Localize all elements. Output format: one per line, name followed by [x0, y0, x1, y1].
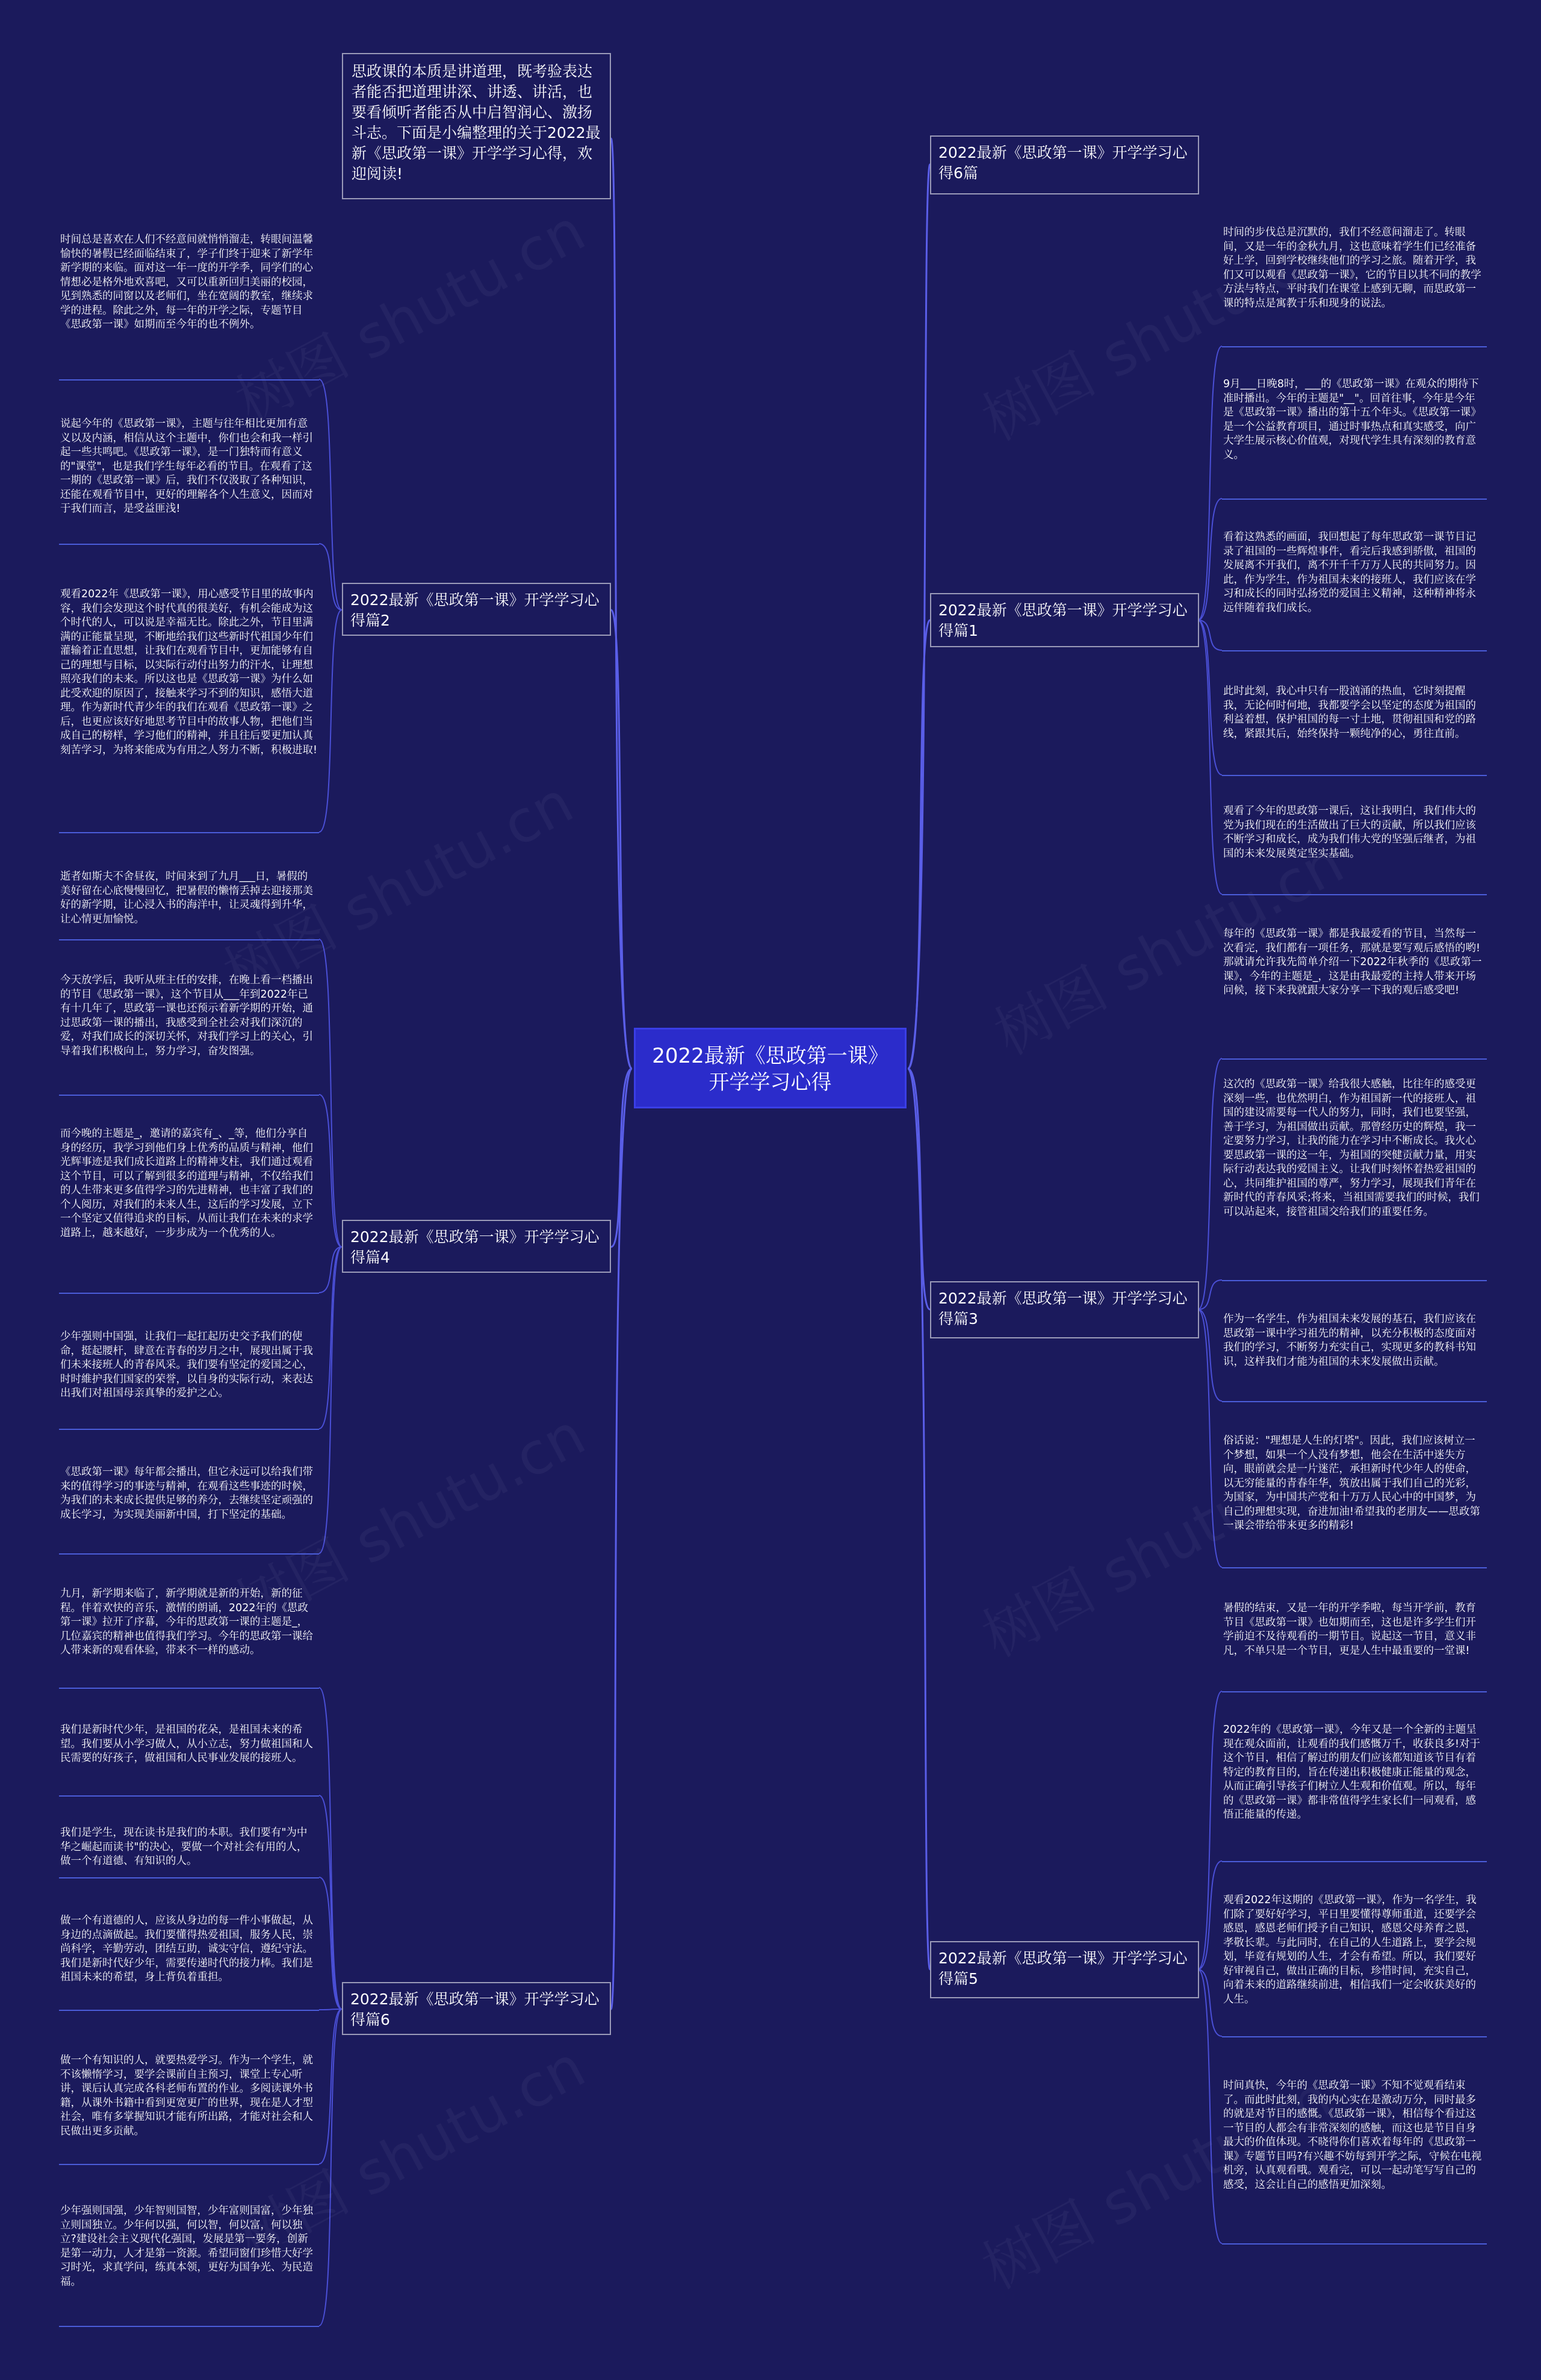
link-p4-l4 — [319, 939, 342, 1247]
leaf-note[interactable]: 我们是新时代少年，是祖国的花朵，是祖国未来的希望。我们要从小学习做人，从小立志，努力做祖国和人民需要的好孩子，做祖国和人民事业发展的接班人。 — [59, 1723, 319, 1797]
link-p6-l14 — [319, 2009, 342, 2326]
leaf-note[interactable]: 《思政第一课》每年都会播出，但它永远可以给我们带来的值得学习的事迹与精神，在观看这些事迹的时候，为我们的未来成长提供足够的养分，去继续坚定顽强的成长学习，为实现美丽新中国，打下坚定的基础。 — [59, 1465, 319, 1555]
link-p5-r12 — [1198, 1969, 1222, 2036]
link-center-p2 — [611, 610, 632, 1069]
leaf-note[interactable]: 观看2022年这期的《思政第一课》，作为一名学生，我们除了要好好学习，平日里要懂得尊师重道，还要学会感恩，感恩老师们授予自己知识，感恩父母养育之恩，孝敬长辈。与此同时，在自己的人生道路上，要学会规划，毕竟有规划的人生，才会有希望。所以，我们要好好审视自己，做出正确的目标，珍惜时间，充实自己，向着未来的道路继续前进，相信我们一定会收获美好的人生。 — [1222, 1894, 1487, 2037]
leaf-note[interactable]: 9月___日晚8时，___的《思政第一课》在观众的期待下准时播出。今年的主题是"__"。回首往事，今年是今年是《思政第一课》播出的第十五个年头。《思政第一课》是一个公益教育项目，通过时事热点和真实感受，向广大学生展示核心价值观，对现代学生具有深刻的教育意义。 — [1222, 378, 1487, 500]
branch-label: 2022最新《思政第一课》开学学习心得篇4 — [350, 1228, 600, 1266]
link-p3-r8 — [1198, 1310, 1222, 1401]
leaf-note[interactable]: 九月，新学期来临了，新学期就是新的开始，新的征程。伴着欢快的音乐，激情的朗诵，2022年的《思政第一课》拉开了序幕，今年的思政第一课的主题是_，几位嘉宾的精神也值得我们学习。今年的思政第一课给人带来新的观看体验，带来不一样的感动。 — [59, 1587, 319, 1689]
branch-part4[interactable] — [342, 1220, 611, 1273]
branch-label: 2022最新《思政第一课》开学学习心得篇5 — [938, 1950, 1188, 1987]
intro-box[interactable] — [342, 53, 611, 199]
branch-label: 2022最新《思政第一课》开学学习心得篇3 — [938, 1290, 1188, 1328]
leaf-note[interactable]: 作为一名学生，作为祖国未来发展的基石，我们应该在思政第一课中学习祖先的精神，以充分积极的态度面对我们的学习，不断努力充实自己，实现更多的教科书知识，这样我们才能为祖国的未来发展做出贡献。 — [1222, 1313, 1487, 1402]
leaf-note[interactable]: 2022年的《思政第一课》，今年又是一个全新的主题呈现在观众面前，让观看的我们感慨万千，收获良多!对于这个节目，相信了解过的朋友们应该都知道该节目有着特定的教育目的，旨在传递出积极健康正能量的观念，从而正确引导孩子们树立人生观和价值观。所以，每年的《思政第一课》都非常值得学生家长们一同观看，感悟正能量的传递。 — [1222, 1723, 1487, 1862]
leaf-note[interactable]: 做一个有道德的人，应该从身边的每一件小事做起，从身边的点滴做起。我们要懂得热爱祖国，服务人民，崇尚科学，辛勤劳动，团结互助，诚实守信，遵纪守法。我们是新时代好少年，需要传递时代的接力棒。我们是祖国未来的希望，身上背负着重担。 — [59, 1914, 319, 2011]
link-p1-r2 — [1198, 499, 1222, 620]
branch-part6[interactable] — [342, 1982, 611, 2035]
leaf-note[interactable]: 此时此刻，我心中只有一股汹涌的热血，它时刻提醒我，无论何时何地，我都要学会以坚定的态度为祖国的利益着想，保护祖国的每一寸土地，贯彻祖国和党的路线，紧跟其后，始终保持一颗纯净的心，勇往直前。 — [1222, 685, 1487, 776]
branch-part5[interactable] — [930, 1941, 1199, 1998]
branch-label: 2022最新《思政第一课》开学学习心得篇6 — [350, 1990, 600, 2028]
leaf-note[interactable]: 今天放学后，我听从班主任的安排，在晚上看一档播出的节目《思政第一课》，这个节目从___年到2022年已有十几年了，思政第一课也还预示着新学期的开始，通过思政第一课的播出，我感受到全社会对我们深沉的爱，对我们成长的深切关怀，对我们学习上的关心，引导着我们积极向上，努力学习，奋发图强。 — [59, 974, 319, 1096]
intro-text: 思政课的本质是讲道理，既考验表达者能否把道理讲深、讲透、讲活，也要看倾听者能否从中启智润心、激扬斗志。下面是小编整理的关于2022最新《思政第一课》开学学习心得，欢迎阅读! — [352, 63, 601, 182]
leaf-note[interactable]: 观看了今年的思政第一课后，这让我明白，我们伟大的党为我们现在的生活做出了巨大的贡献，所以我们应该不断学习和成长，成为我们伟大党的坚强后继者，为祖国的未来发展奠定坚实基础。 — [1222, 804, 1487, 895]
leaf-note[interactable]: 时间总是喜欢在人们不经意间就悄悄溜走，转眼间温馨愉快的暑假已经面临结束了，学子们终于迎来了新学年新学期的来临。面对这一年一度的开学季，同学们的心情想必是格外地欢喜吧，又可以重新回归美丽的校园，见到熟悉的同窗以及老师们，坐在宽阔的教室，继续求学的进程。除此之外，每一年的开学之际，专题节目《思政第一课》如期而至今年的也不例外。 — [59, 233, 319, 381]
center-topic[interactable] — [634, 1028, 907, 1108]
link-p6-l13 — [319, 2009, 342, 2164]
link-center-p6 — [611, 1069, 632, 2009]
leaf-note[interactable]: 看着这熟悉的画面，我回想起了每年思政第一课节目记录了祖国的一些辉煌事件，看完后我感到骄傲，祖国的发展离不开我们，离不开千千万万人民的共同努力。因此，作为学生，作为祖国未来的接班人，我们应该在学习和成长的同时弘扬党的爱国主义精神，这种精神将永远伴随着我们成长。 — [1222, 530, 1487, 651]
link-p1-r5 — [1198, 620, 1222, 894]
link-p4-l5 — [319, 1095, 342, 1247]
leaf-note[interactable]: 观看2022年《思政第一课》，用心感受节目里的故事内容，我们会发现这个时代真的很美好，有机会能成为这个时代的人，可以说是幸福无比。除此之外，节目里满满的正能量呈现，不断地给我们这些新时代祖国少年们灌输着正直思想，让我们在观看节目中，更加能够有自己的理想与目标，以实际行动付出努力的汗水，让理想照亮我们的未来。所以这也是《思政第一课》为什么如此受欢迎的原因了，接触来学习不到的知识，感悟大道理。作为新时代青少年的我们在观看《思政第一课》之后，也更应该好好地思考节目中的故事人物，把他们当成自己的榜样，学习他们的精神，并且往后要更加认真刻苦学习，为将来能成为有用之人努力不断，积极进取! — [59, 588, 319, 833]
branch-part3[interactable] — [930, 1281, 1199, 1338]
leaf-note[interactable]: 说起今年的《思政第一课》，主题与往年相比更加有意义以及内涵，相信从这个主题中，你们也会和我一样引起一些共鸣吧。《思政第一课》，是一门独特而有意义的"课堂"，也是我们学生每年必看的节目。在观看了这一期的《思政第一课》后，我们不仅汲取了各种知识，还能在观看节目中，更好的理解各个人生意义，因而对于我们而言，是受益匪浅! — [59, 417, 319, 545]
link-p5-r10 — [1198, 1691, 1222, 1969]
leaf-note[interactable]: 俗话说："理想是人生的灯塔"。因此，我们应该树立一个梦想，如果一个人没有梦想，他会在生活中迷失方向，眼前就会是一片迷茫，承担新时代少年人的使命，以无穷能量的青春年华，筑放出属于我们自己的光彩，为国家，为中国共产党和十万万人民心中的中国梦，为自己的理想实现，奋进加油!希望我的老朋友——思政第一课会带给带来更多的精彩! — [1222, 1434, 1487, 1568]
link-p6-l9 — [319, 1688, 342, 2009]
center-topic-label: 2022最新《思政第一课》开学学习心得 — [652, 1044, 888, 1095]
leaf-note[interactable]: 我们是学生，现在读书是我们的本职。我们要有"为中华之崛起而读书"的决心，要做一个对社会有用的人，做一个有道德、有知识的人。 — [59, 1826, 319, 1878]
leaf-note[interactable]: 这次的《思政第一课》给我很大感触，比往年的感受更深刻一些，也优然明白，作为祖国新一代的接班人，祖国的建设需要每一代人的努力，同时，我们也要坚强，善于学习，为祖国做出贡献。那曾经历史的辉煌，我一定要努力学习，让我的能力在学习中不断成长。我火心要思政第一课的这一年，为祖国的突健贡献力量，用实际行动表达我的爱国主义。让我们时刻怀着热爱祖国的心，共同维护祖国的尊严，努力学习，展现我们青年在新时代的青春风采;将来，当祖国需要我们的时候，我们可以站起来，接管祖国交给我们的重要任务。 — [1222, 1078, 1487, 1281]
leaf-note[interactable]: 时间真快，今年的《思政第一课》不知不觉观看结束了。而此时此刻，我的内心实在是激动万分，同时最多的就是对节目的感慨。《思政第一课》，相信每个看过这一节目的人都会有非常深刻的感触，而这也是节目自身最大的价值体现。不晓得你们喜欢着每年的《思政第一课》专题节目吗?有兴趣不妨每到开学之际，守候在电视机旁，认真观看哦。观看完，可以一起动笔写写自己的感受，这会让自己的感悟更加深刻。 — [1222, 2079, 1487, 2245]
branch-six-parts[interactable] — [930, 135, 1199, 194]
leaf-note[interactable]: 时间的步伐总是沉默的，我们不经意间溜走了。转眼间，又是一年的金秋九月，这也意味着学生们已经准备好上学，回到学校继续他们的学习之旅。随着开学，我们又可以观看《思政第一课》，它的节目以其不同的教学方法与特点，平时我们在课堂上感到无聊，而思政第一课的特点是寓教于乐和现身的说法。 — [1222, 226, 1487, 347]
branch-part1[interactable] — [930, 593, 1199, 647]
branch-label: 2022最新《思政第一课》开学学习心得6篇 — [938, 144, 1188, 182]
link-p5-r13 — [1198, 1969, 1222, 2243]
leaf-note[interactable]: 每年的《思政第一课》都是我最爱看的节目，当然每一次看完，我们都有一项任务，那就是要写观后感悟的哟!那就请允许我先简单介绍一下2022年秋季的《思政第一课》，今年的主题是_，这是由我最爱的主持人带来开场问候，接下来我就跟大家分享一下我的观后感受吧! — [1222, 927, 1487, 1060]
link-p6-l12 — [319, 2009, 342, 2010]
link-p3-r6 — [1198, 1058, 1222, 1310]
leaf-note[interactable]: 而今晚的主题是_，邀请的嘉宾有_、_等，他们分享自身的经历，我学习到他们身上优秀的品质与精神，他们光辉事迹是我们成长道路上的精神支柱，我们通过观看这个节目，可以了解到很多的道理与精神，不仅给我们的人生带来更多值得学习的先进精神，也丰富了我们的个人阅历，对我们的未来人生，这后的学习发展，立下一个坚定又值得追求的目标，从而让我们在未来的求学道路上，越来越好，一步步成为一个优秀的人。 — [59, 1127, 319, 1294]
link-p2-l3 — [319, 610, 342, 832]
leaf-note[interactable]: 少年强则国强，少年智则国智，少年富则国富，少年独立则国独立。少年何以强，何以智，何以富，何以独立?建设社会主义现代化强国，发展是第一要务，创新是第一动力，人才是第一资源。希望同窗们珍惜大好学习时光，求真学问，练真本领，更好为国争光、为民造福。 — [59, 2204, 319, 2327]
branch-label: 2022最新《思政第一课》开学学习心得篇1 — [938, 601, 1188, 639]
link-p5-r11 — [1198, 1861, 1222, 1969]
leaf-note[interactable]: 做一个有知识的人，就要热爱学习。作为一个学生，就不该懒惰学习，要学会课前自主预习，课堂上专心听讲，课后认真完成各科老师布置的作业。多阅读课外书籍，从课外书籍中看到更宽更广的世界，现在是人才型社会，唯有多掌握知识才能有所出路，才能对社会和人民做出更多贡献。 — [59, 2054, 319, 2165]
link-p1-r1 — [1198, 346, 1222, 620]
branch-part2[interactable] — [342, 583, 611, 636]
link-p4-l8 — [319, 1247, 342, 1553]
leaf-note[interactable]: 少年强则中国强，让我们一起扛起历史交予我们的使命，挺起腰杆，肆意在青春的岁月之中，展现出属于我们未来接班人的青春风采。我们要有坚定的爱国之心，时时維护我们国家的荣誉，以自身的实际行动，来表达出我们对祖国母亲真挚的爱护之心。 — [59, 1330, 319, 1430]
leaf-note[interactable]: 暑假的结束，又是一年的开学季啦，每当开学前，教育节目《思政第一课》也如期而至，这也是许多学生们开学前迫不及待观看的一期节目。说起这一节目，意义非凡，不单只是一个节目，更是人生中最重要的一堂课! — [1222, 1602, 1487, 1692]
leaf-note[interactable]: 逝者如斯夫不舍昼夜，时间来到了九月___日，暑假的美好留在心底慢慢回忆，把暑假的懒惰丢掉去迎接那美好的新学期，让心浸入书的海洋中，让灵魂得到升华，让心情更加愉悦。 — [59, 870, 319, 940]
branch-label: 2022最新《思政第一课》开学学习心得篇2 — [350, 591, 600, 629]
link-center-p1 — [908, 620, 930, 1069]
link-center-p5 — [908, 1069, 930, 1969]
link-p2-l2 — [319, 544, 342, 610]
